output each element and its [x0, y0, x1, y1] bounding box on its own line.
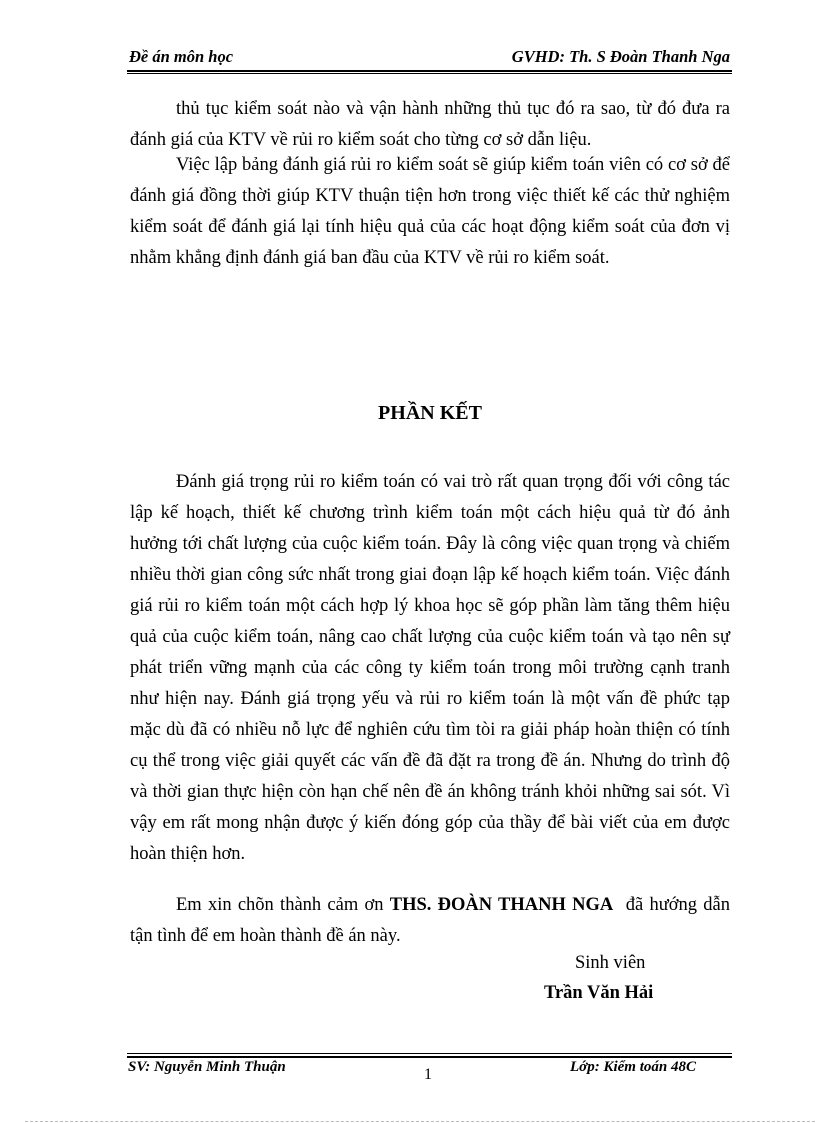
- header-divider: [127, 73, 732, 74]
- footer-divider-thin: [127, 1053, 732, 1054]
- page-edge-divider: [25, 1121, 815, 1122]
- acknowledgement-text-start: Em xin chõn thành cảm ơn: [176, 895, 390, 915]
- header-supervisor: GVHD: Th. S Đoàn Thanh Nga: [511, 47, 730, 66]
- footer-divider: [127, 1056, 732, 1058]
- acknowledgement-paragraph: [130, 890, 735, 952]
- footer-class: Lớp: Kiểm toán 48C: [570, 1059, 696, 1075]
- section-title: PHẦN KẾT: [378, 402, 482, 424]
- paragraph-1: thủ tục kiểm soát nào và vận hành những thủ tục đó ra sao, từ đó đưa ra đánh giá của KTV về rủi ro kiểm soát cho từng cơ sở dẫn liệu.: [130, 99, 730, 150]
- page-header: [127, 44, 732, 72]
- page-number: 1: [424, 1066, 432, 1083]
- conclusion-paragraph: Đánh giá trọng rủi ro kiểm toán có vai trò rất quan trọng đối với công tác lập kế hoạch, thiết kế chương trình kiểm toán một cách hiệu quả từ đó ảnh hưởng tới chất lượng của cuộc kiểm toán. Đây là công việc quan trọng và chiếm nhiều thời gian công sức nhất trong giai đoạn lập kế hoạch kiểm toán. Việc đánh giá rủi ro kiểm toán một cách hợp lý khoa học sẽ góp phần làm tăng thêm hiệu quả của cuộc kiểm toán, nâng cao chất lượng của cuộc kiểm toán và tạo nên sự phát triển vững mạnh của các công ty kiểm toán trong môi trường cạnh tranh như hiện nay. Đánh giá trọng yếu và rủi ro kiểm toán là một vấn đề phức tạp mặc dù đã có nhiều nỗ lực để nghiên cứu tìm tòi ra giải pháp hoàn thiện có tính cụ thể trong việc giải quyết các vấn đề đã đặt ra trong đề án. Nhưng do trình độ và thời gian thực hiện còn hạn chế nên đề án không tránh khỏi những sai sót. Vì vậy em rất mong nhận được ý kiến đóng góp của thầy để bài viết của em được hoàn thiện hơn.: [130, 472, 730, 864]
- header-course-title: Đề án môn học: [129, 47, 234, 66]
- acknowledgement-text-end: đã hướng dẫn tận tình để em hoàn thành đề án này.: [130, 895, 735, 946]
- footer-student: SV: Nguyễn Minh Thuận: [128, 1059, 286, 1075]
- paragraph-2: Việc lập bảng đánh giá rủi ro kiểm soát sẽ giúp kiểm toán viên có cơ sở để đánh giá đồng thời giúp KTV thuận tiện hơn trong việc thiết kế các thử nghiệm kiểm soát để đánh giá lại tính hiệu quả của các hoạt động kiểm soát của đơn vị nhằm khẳng định đánh giá ban đầu của KTV về rủi ro kiểm soát.: [130, 155, 730, 268]
- supervisor-name: THS. ĐOÀN THANH NGA: [389, 895, 614, 915]
- signature-role: Sinh viên: [575, 953, 646, 973]
- signature-name: Trần Văn Hải: [544, 983, 654, 1003]
